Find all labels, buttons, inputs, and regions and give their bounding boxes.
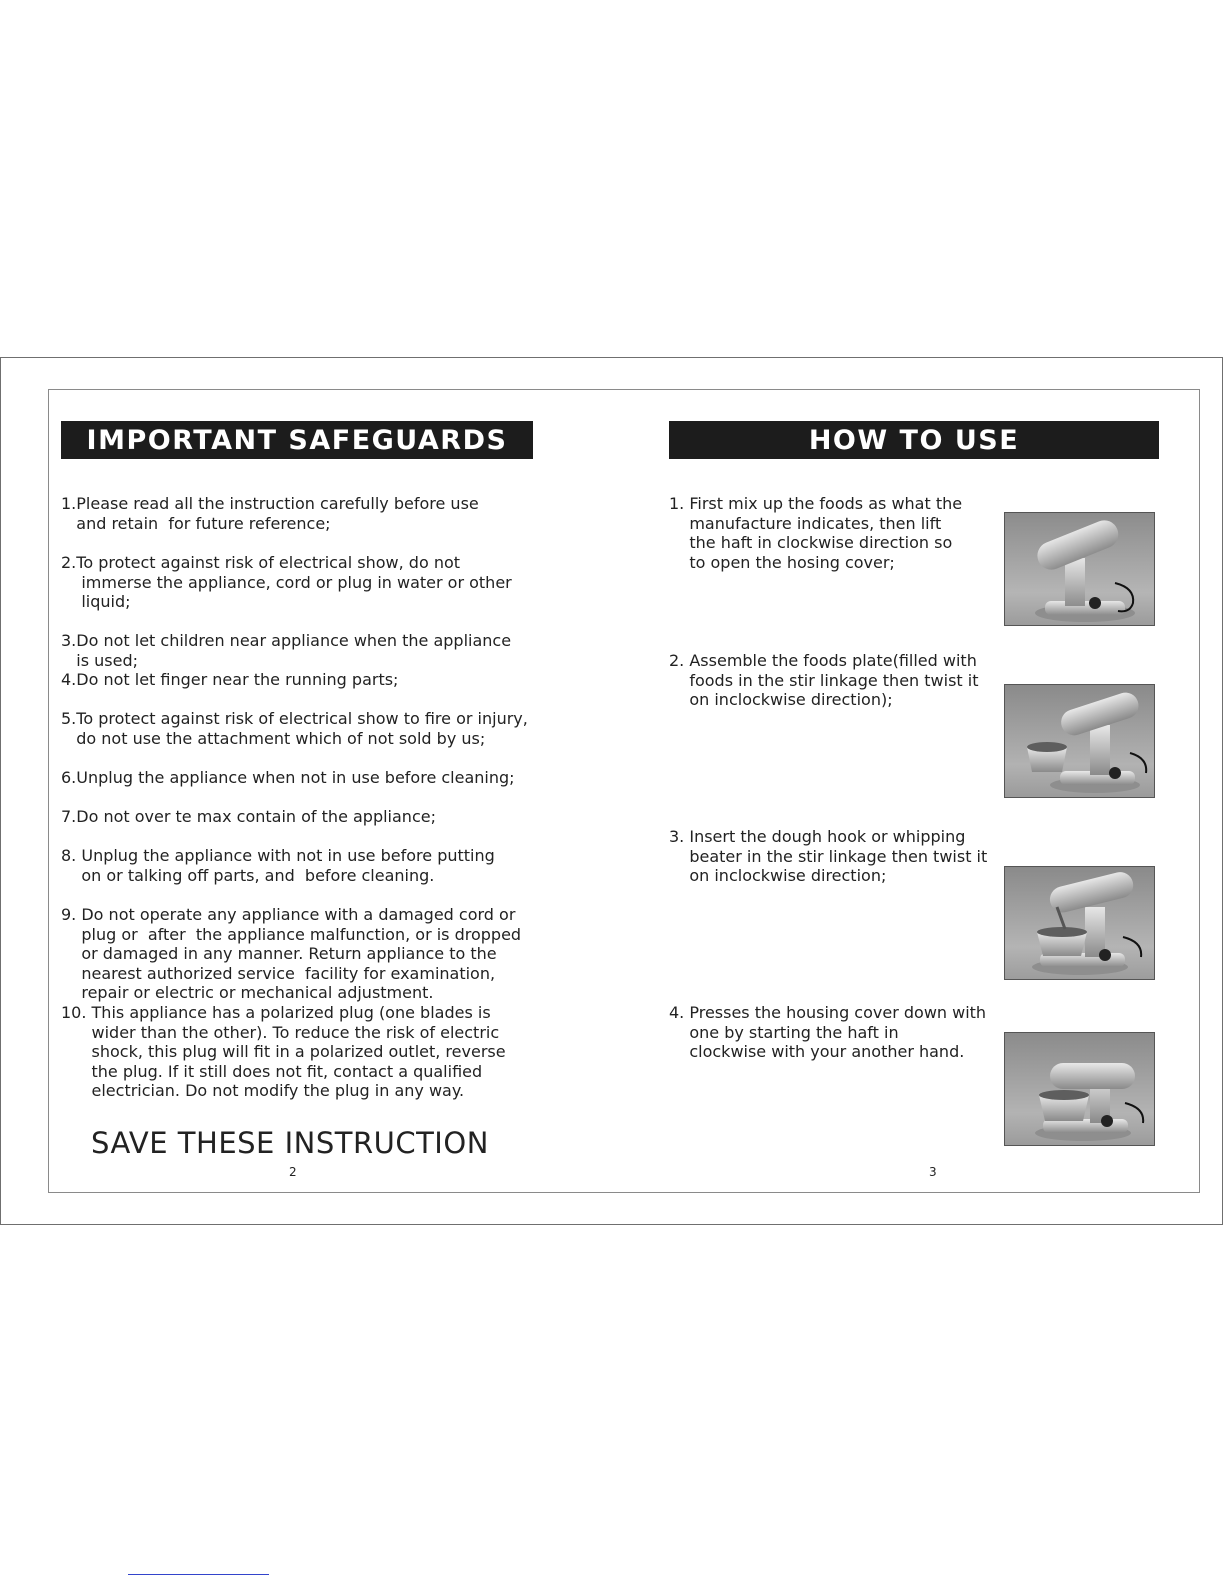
text-line: 1.Please read all the instruction carefully before use — [61, 494, 479, 513]
save-instruction-heading: SAVE THESE INSTRUCTION — [91, 1126, 489, 1160]
safeguards-heading: IMPORTANT SAFEGUARDS — [61, 421, 533, 459]
text-line: liquid; — [61, 592, 131, 611]
text-line: immerse the appliance, cord or plug in water or other — [61, 572, 512, 592]
text-line: on inclockwise direction); — [669, 690, 893, 709]
text-line: and retain for future reference; — [61, 513, 331, 533]
text-line: 4. Presses the housing cover down with — [669, 1003, 987, 1022]
step-3 — [669, 827, 1009, 886]
text-line: on or talking off parts, and before cleaning. — [61, 865, 435, 885]
text-line: the plug. If it still does not fit, contact a qualified — [61, 1061, 483, 1081]
text-line: 1. First mix up the foods as what the — [669, 494, 963, 513]
safeguard-item-8 — [61, 846, 551, 885]
how-to-use-heading: HOW TO USE — [669, 421, 1159, 459]
text-line: the haft in clockwise direction so — [669, 533, 953, 552]
safeguard-item-10 — [61, 1003, 551, 1101]
mixer-photo-bowl-assembly — [1004, 684, 1155, 798]
text-line: 4.Do not let finger near the running parts; — [61, 670, 399, 689]
text-line: 9. Do not operate any appliance with a damaged cord or — [61, 905, 516, 924]
text-line: repair or electric or mechanical adjustment. — [61, 983, 434, 1002]
text-line: is used; — [61, 650, 138, 670]
text-line: to open the hosing cover; — [669, 552, 895, 572]
text-line: or damaged in any manner. Return appliance to the — [61, 944, 497, 963]
safeguard-item-7 — [61, 807, 551, 827]
safeguard-item-1 — [61, 494, 551, 533]
text-line: 5.To protect against risk of electrical show to fire or injury, — [61, 709, 528, 728]
text-line: clockwise with your another hand. — [669, 1042, 965, 1061]
text-line: 7.Do not over te max contain of the appliance; — [61, 807, 436, 826]
text-line: one by starting the haft in — [669, 1022, 899, 1042]
page-number-right: 3 — [929, 1165, 937, 1179]
mixer-photo-dough-hook — [1004, 866, 1155, 980]
safeguard-item-4 — [61, 670, 551, 690]
text-line: shock, this plug will fit in a polarized outlet, reverse — [61, 1042, 506, 1061]
text-line: 10. This appliance has a polarized plug (one blades is — [61, 1003, 491, 1022]
text-line: on inclockwise direction; — [669, 866, 887, 885]
text-line: electrician. Do not modify the plug in any way. — [61, 1081, 465, 1100]
footer-link-underline — [128, 1574, 269, 1575]
text-line: 3.Do not let children near appliance when the appliance — [61, 631, 512, 650]
safeguard-item-5 — [61, 709, 551, 748]
safeguard-item-3 — [61, 631, 551, 670]
page-number-left: 2 — [289, 1165, 297, 1179]
text-line: beater in the stir linkage then twist it — [669, 846, 988, 866]
text-line: 6.Unplug the appliance when not in use before cleaning; — [61, 768, 515, 787]
safeguard-item-2 — [61, 553, 551, 612]
mixer-photo-head-raised — [1004, 512, 1155, 626]
mixer-photo-head-lowered — [1004, 1032, 1155, 1146]
text-line: nearest authorized service facility for examination, — [61, 963, 496, 983]
text-line: foods in the stir linkage then twist it — [669, 670, 979, 690]
text-line: 3. Insert the dough hook or whipping — [669, 827, 966, 846]
safeguard-item-9 — [61, 905, 551, 1003]
text-line: 8. Unplug the appliance with not in use before putting — [61, 846, 495, 865]
step-1 — [669, 494, 1009, 572]
step-4 — [669, 1003, 1009, 1062]
step-2 — [669, 651, 1009, 710]
text-line: do not use the attachment which of not sold by us; — [61, 728, 486, 748]
text-line: 2. Assemble the foods plate(filled with — [669, 651, 977, 670]
text-line: manufacture indicates, then lift — [669, 513, 942, 533]
text-line: plug or after the appliance malfunction, or is dropped — [61, 924, 522, 944]
safeguard-item-6 — [61, 768, 551, 788]
text-line: wider than the other). To reduce the risk of electric — [61, 1022, 500, 1042]
text-line: 2.To protect against risk of electrical show, do not — [61, 553, 461, 572]
